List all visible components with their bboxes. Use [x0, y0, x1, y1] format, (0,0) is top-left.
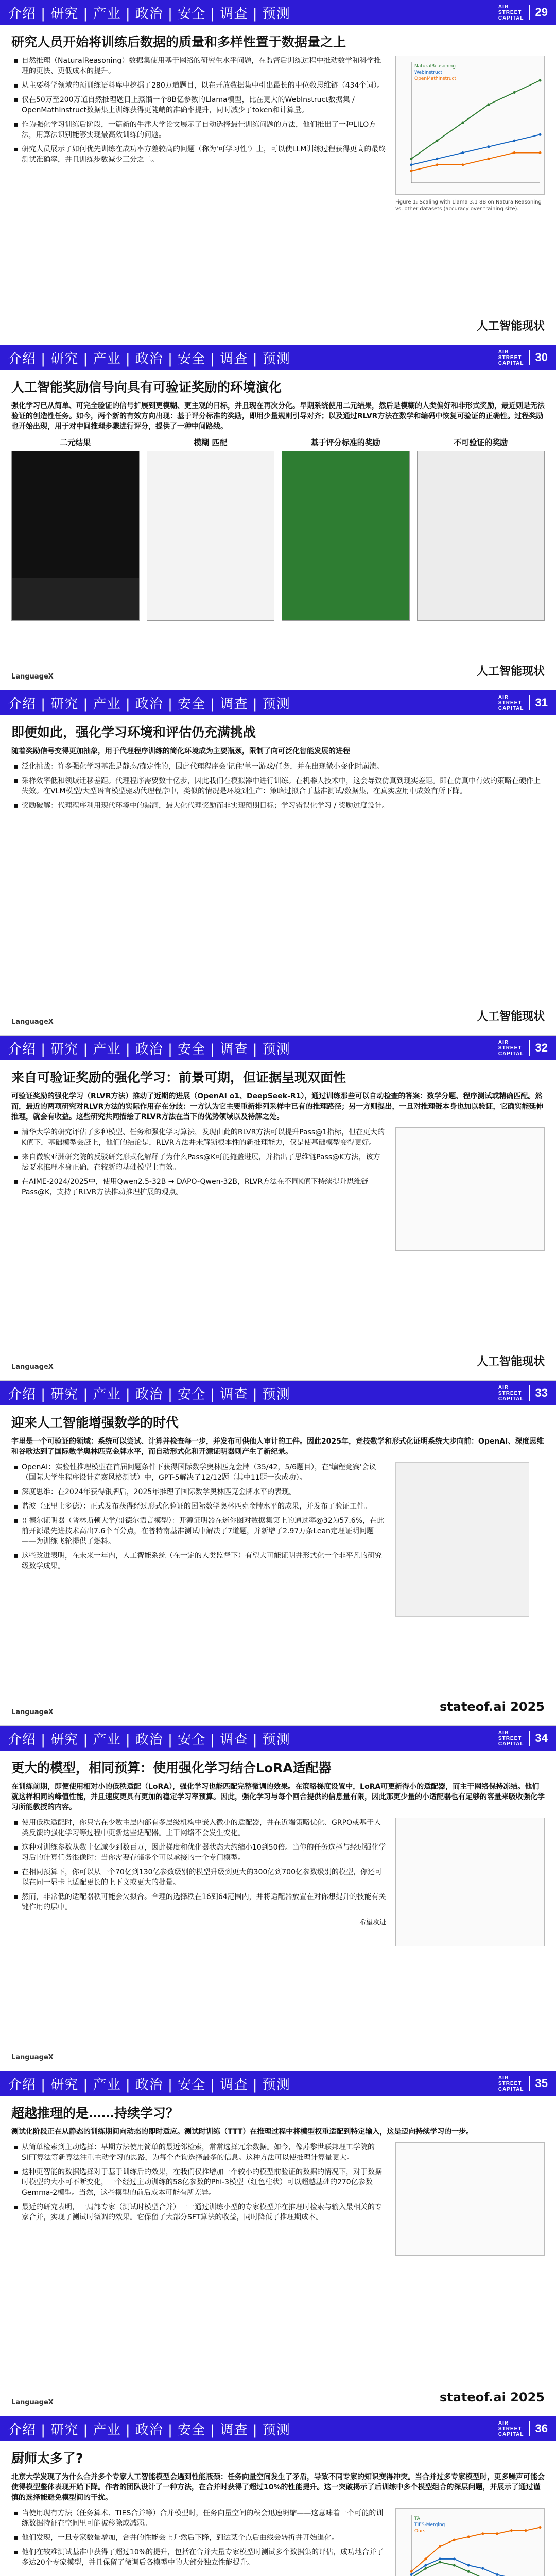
footer-brand: 人工智能现状 — [476, 665, 545, 678]
stateof-footer: stateof.ai 2025 — [439, 2390, 545, 2404]
data-point — [424, 2564, 427, 2567]
brand — [498, 1730, 548, 1747]
bullet: ▪ 他们在较难测试基准中获得了超过10%的提升，包括在合并大量专家模型时测试多个数据集的评估，成功地合并了多达20个专家模型，并且保留了微调后各模型中的大部分独立性能提升。 — [11, 2547, 386, 2568]
slide-title: 研究人员开始将训练后数据的质量和多样性置于数据量之上 — [11, 35, 346, 49]
slide-35 — [0, 2071, 556, 2416]
top-bar — [0, 0, 556, 25]
page-number: 32 — [535, 1041, 548, 1054]
nav-menu[interactable]: 介绍 | 研究 | 产业 | 政治 | 安全 | 调查 | 预测 — [8, 1732, 290, 1748]
bullet: ▪ 他们发现，一旦专家数量增加，合并的性能会上升然后下降，到达某个点后曲线会转折并开始退化。 — [11, 2533, 386, 2543]
panel-binary: 二元结果 — [11, 437, 140, 621]
series-line — [411, 2559, 540, 2576]
data-point — [453, 2564, 456, 2567]
air-street-logo: AIR STREET CAPITAL — [498, 1730, 524, 1747]
lora-figure — [395, 1818, 545, 1946]
merge-chart — [395, 2508, 545, 2576]
slide-29 — [0, 0, 556, 345]
data-point — [525, 2529, 527, 2532]
data-point — [481, 2532, 484, 2535]
data-point — [462, 122, 464, 124]
top-bar — [0, 690, 556, 715]
bullet: ▪ 使用低秩适配时，你只需在少数主层内部有多层级机构中嵌入微小的适配器，并在近端策略优化、GRPO或基于人类反馈的强化学习等过程中更新这些适配器。主干网络不会发生变化。 — [11, 1818, 386, 1838]
legend-entry: WebInstruct — [414, 70, 443, 75]
slide-31 — [0, 690, 556, 1036]
series-line — [411, 80, 540, 159]
bullet: ▪ 来自微软亚洲研究院的反驳研究形式化解释了为什么Pass@K可能掩盖进展，并指出了思维链Pass@K方法，该方法要求推理本身正确，在较新的基础模型上有效。 — [11, 1152, 386, 1173]
nav-menu[interactable]: 介绍 | 研究 | 产业 | 政治 | 安全 | 调查 | 预测 — [8, 351, 290, 367]
data-point — [436, 158, 439, 160]
languagex-logo: LanguageX — [11, 1363, 54, 1371]
scaling-chart — [395, 56, 545, 195]
figure-caption: Figure 1: Scaling with Llama 3.1 8B on NaturalReasoning vs. other datasets (accuracy over training size). — [395, 199, 542, 212]
data-point — [453, 2539, 456, 2541]
brand — [498, 1385, 548, 1402]
nav-menu[interactable]: 介绍 | 研究 | 产业 | 政治 | 安全 | 调查 | 预测 — [8, 2422, 290, 2438]
slide-intro: 在训练前期，即便使用相对小的低秩适配（LoRA），强化学习也能匹配完整微调的效果。在策略梯度设置中，LoRA可更新得小的适配器，而主干网络保持冻结。他们就这样相同的峰值性能，并且速度更具有更加的稳定学习率预算。因此，强化学习与每个回合提供的信息量有限，因此那更少量的小适配器也有足够的容量来吸收强化学习所能教授的内容。 — [11, 1783, 545, 1811]
data-point — [410, 2573, 413, 2576]
bullet: ▪ 仅在50万至200万道自然推理题目上蒸馏一个8B亿参数的Llama模型，比在更大的WebInstruct数据集 / OpenMathInstruct数据集上训练获得更陡峭的准确率提升，同时减少了token和计算量。 — [11, 95, 386, 115]
data-point — [410, 158, 413, 160]
ttt-figure — [395, 2142, 545, 2256]
footer-brand: 人工智能现状 — [476, 1355, 545, 1368]
slide-intro: 可验证奖励的强化学习（RLVR方法）推动了近期的进展（OpenAI o1、DeepSeek-R1），通过训练那些可以自动检查的答案：数学分题、程序测试或精确匹配。然而，最近的两项研究对RLVR方法的实际作用存在分歧：一方认为它主要重新排列采样中已有的推理路径；另一方则提出，一旦对推理链本身也加以验证，它确实能延伸推理，就会有收益。这些研究共同描绘了RLVR方法在当下的优势领域以及待解之处。 — [11, 1092, 544, 1121]
slide-32 — [0, 1036, 556, 1381]
bullet: ▪ 从简单检索到主动选择：早期方法使用简单的最近邻检索，常常选择冗余数据。如今，像苏黎世联邦理工学院的SIFT算法等新算法注重主动学习的思路，为每个查询选择最多的信息。这种方法可以使推理计算量更大。 — [11, 2142, 386, 2163]
legend-entry: Ours — [414, 2529, 426, 2534]
slide-title: 人工智能奖励信号向具有可验证奖励的环境演化 — [11, 380, 282, 395]
languagex-logo: LanguageX — [11, 1018, 54, 1026]
data-point — [462, 151, 464, 154]
top-bar — [0, 2071, 556, 2096]
data-point — [436, 163, 439, 166]
brand — [498, 694, 548, 711]
slide-title: 来自可验证奖励的强化学习：前景可期，但证据呈现双面性 — [11, 1070, 346, 1085]
legend-entry: OpenMathInstruct — [414, 76, 457, 81]
languagex-logo: LanguageX — [11, 1708, 54, 1716]
data-point — [467, 2564, 470, 2567]
slide-intro: 北京大学发现了为什么合并多个专家人工智能模型会遇到性能瓶颈：任务向量空间发生了矛盾，导致不同专家的知识变得冲突。当合并过多专家模型时，更多噪声可能会使得模型整体表现开始下降。作者的团队设计了一种方法，在合并时获得了超过10%的性能提升。这一突破揭示了后训练中多个模型组合的深层问题，并展示了通过谨慎的选择能避免模型间的干扰。 — [11, 2473, 545, 2502]
nav-menu[interactable]: 介绍 | 研究 | 产业 | 政治 | 安全 | 调查 | 预测 — [8, 696, 290, 712]
data-point — [539, 2526, 542, 2529]
series-line — [411, 134, 540, 165]
bullet: ▪ 自然推理（NaturalReasoning）数据集使用基于网络的研究生水平问题，在监督后训练过程中推动数学和科学推理的更快、更低成本的提升。 — [11, 56, 386, 76]
data-point — [410, 2570, 413, 2573]
languagex-logo: LanguageX — [11, 2399, 54, 2406]
series-line — [411, 153, 540, 171]
languagex-logo: LanguageX — [11, 673, 54, 681]
brand — [498, 2075, 548, 2092]
bullet: ▪ OpenAI：实验性推理模型在首届问题条件下获得国际数学奥林匹克金牌（35/42，5/6题目），在'编程竞赛'会议（国际大学生程序设计竞赛风格测试）中，GPT-5解决了12/12题（其中11题一次成功）。 — [11, 1462, 386, 1483]
page-number: 33 — [535, 1386, 548, 1399]
bullet: ▪ 清华大学的研究评估了多种模型、任务和强化学习算法，发现由此的RLVR方法可以提升Pass@1指标，但在更大的K值下，基础模型会赶上，他们的结论是，RLVR方法并未解锁根本性的新推理能力，仅是使基础模型变得更好。 — [11, 1127, 386, 1148]
data-point — [410, 163, 413, 166]
slide-title: 更大的模型，相同预算：使用强化学习结合LoRA适配器 — [11, 1760, 332, 1775]
slide-title: 迎来人工智能增强数学的时代 — [11, 1415, 179, 1430]
stateof-footer: stateof.ai 2025 — [439, 1700, 545, 1714]
chat-screenshot — [417, 451, 545, 621]
illustration — [395, 1462, 529, 1617]
data-point — [439, 2557, 441, 2560]
panel-unverifiable: 不可验证的奖励 — [417, 437, 545, 621]
data-point — [410, 170, 413, 172]
author: 希望攻进 — [359, 1919, 386, 1926]
page-number: 31 — [535, 696, 548, 709]
top-bar — [0, 1726, 556, 1751]
bullet: ▪ 从主要科学领域的预训练语料库中挖掘了280万道题目，以在开放数据集中引出最长的中位数思维链（434个词）。 — [11, 80, 386, 91]
bullet: ▪ 哥德尔证明器（普林斯顿大学/哥德尔语言模型）：开源证明器在迷你图对数据集第上的通过率@32为57.6%，在此前开源最先进技术高出7.6个百分点，在普特南基准测试中解决了7道题，并新增了2.97万条Lean定理证明问题——为训练飞轮提供了燃料。 — [11, 1516, 386, 1547]
data-point — [513, 151, 516, 154]
panel-rubric: 基于评分标准的奖励 — [282, 437, 410, 621]
nav-menu[interactable]: 介绍 | 研究 | 产业 | 政治 | 安全 | 调查 | 预测 — [8, 1041, 290, 1057]
bullet: ▪ 在AIME-2024/2025中，使用Qwen2.5-32B → DAPO-Qwen-32B，RLVR方法在不同K值下持续提升思维链Pass@K，支持了RLVR方法推动推理扩展的观点。 — [11, 1177, 386, 1197]
slide-title: 超越推理的是……持续学习？ — [11, 2106, 179, 2121]
bullet: ▪ 最近的研究表明，一局部专家（测试时模型合并）一一通过训练小型的专家模型并在推理时检索与输入最相关的专家合并，实现了测试时微调的效果。它保留了大部分SFT算法的收益，同时降低了推理期成本。 — [11, 2202, 386, 2223]
slide-intro: 字里是一个可验证的领域：系统可以尝试、计算并检查每一步，并发布可供他人审计的工件。因此2025年，竞技数学和形式化证明系统大步向前：OpenAI、深度思维和谷歌达到了国际数学奥林匹克金牌水平，而自动形式化和开源证明器则产生了新纪录。 — [11, 1437, 544, 1456]
bullet: ▪ 泛化挑战：许多强化学习基准是静态/确定性的，因此代理程序会'记住'单一游戏/任务，并在出现微小变化时崩溃。 — [11, 761, 545, 772]
footer-brand: 人工智能现状 — [476, 320, 545, 333]
air-street-logo: AIR STREET CAPITAL — [498, 1039, 524, 1057]
data-point — [488, 158, 490, 160]
data-point — [513, 91, 516, 94]
data-point — [424, 2557, 427, 2560]
data-point — [439, 2545, 441, 2548]
nav-menu[interactable]: 介绍 | 研究 | 产业 | 政治 | 安全 | 调查 | 预测 — [8, 6, 290, 22]
bullet: ▪ 采样效率低和领域迁移差距。代理程序需要数十亿步，因此我们在模拟器中进行训练。在机器人技术中，这会导致仿真到现实差距。即在仿真中有效的策略在硬件上失效。在VLM模型/大型语言模型驱动代理程序中，类似的情况是环境到生产：策略过拟合于基准测试/数据集，在真实应用中成效有所下降。 — [11, 776, 545, 796]
top-bar — [0, 1036, 556, 1060]
footer-brand: 人工智能现状 — [476, 1010, 545, 1023]
series-line — [411, 2562, 540, 2576]
data-point — [539, 151, 542, 154]
bullet: ▪ 深度思维：在2024年获得银牌后，2025年推理了国际数学奥林匹克金牌水平的表现。 — [11, 1487, 386, 1497]
air-street-logo: AIR STREET CAPITAL — [498, 2420, 524, 2437]
series-line — [411, 2528, 540, 2572]
pass-at-k-figure — [395, 1127, 545, 1251]
slide-30 — [0, 345, 556, 690]
slide-intro: 随着奖励信号变得更加抽象，用于代理程序训练的简化环境成为主要瓶颈，限制了向可泛化智能发展的进程 — [11, 747, 350, 755]
data-point — [481, 2567, 484, 2570]
slide-intro: 测试化阶段正在从静态的训练期间向动态的即时适应。测试时训练（TTT）在推理过程中将模型权重适配到特定输入，这是迈向持续学习的一步。 — [11, 2128, 474, 2136]
bullet: ▪ 作为强化学习训练后阶段，一篇新的牛津大学论文展示了自动选择最佳训练问题的方法，他们推出了一种LILO方法，用算法识别能够实现最高效训练的问题。 — [11, 120, 386, 140]
top-bar — [0, 345, 556, 370]
legend-entry: NaturalReasoning — [414, 64, 456, 69]
code-screenshot — [147, 451, 275, 621]
top-bar — [0, 2416, 556, 2441]
data-point — [488, 145, 490, 148]
web-screenshot — [282, 451, 410, 621]
data-point — [467, 2570, 470, 2573]
data-point — [439, 2561, 441, 2564]
top-bar — [0, 1381, 556, 1405]
data-point — [436, 140, 439, 142]
legend-entry: TA — [414, 2516, 420, 2521]
data-point — [510, 2529, 513, 2532]
legend-entry: TIES-Merging — [414, 2522, 445, 2528]
bullet: ▪ 这种对训练参数从数十亿减少到数百万，因此梯度和优化器状态大约缩小10到50倍。当你的任务选择与经过强化学习后的计算任务很像时：当你需要存储多个可以承接的一个专门模型。 — [11, 1842, 386, 1863]
bullet: ▪ 奖励破解：代理程序利用现代环境中的漏洞，最大化代理奖励而非实现预期目标；学习错误化学习 / 奖励过度设计。 — [11, 801, 545, 811]
page-number: 34 — [535, 1732, 548, 1744]
data-point — [424, 2567, 427, 2570]
languagex-logo: LanguageX — [11, 2054, 54, 2061]
slide-33 — [0, 1381, 556, 1726]
slide-34 — [0, 1726, 556, 2071]
slide-36 — [0, 2416, 556, 2576]
data-point — [539, 79, 542, 82]
slide-title: 即便如此，强化学习环境和评估仍充满挑战 — [11, 725, 256, 740]
brand — [498, 349, 548, 366]
brand — [498, 2420, 548, 2437]
data-point — [462, 163, 464, 166]
air-street-logo: AIR STREET CAPITAL — [498, 349, 524, 366]
air-street-logo: AIR STREET CAPITAL — [498, 694, 524, 711]
page-number: 29 — [535, 6, 548, 19]
data-point — [488, 103, 490, 106]
page-number: 36 — [535, 2422, 548, 2435]
nav-menu[interactable]: 介绍 | 研究 | 产业 | 政治 | 安全 | 调查 | 预测 — [8, 1386, 290, 1402]
slide-intro: 强化学习已从简单、可完全验证的信号扩展到更模糊、更主观的目标，并且现在再次分化。早期系统使用二元结果，然后是模糊的人类偏好和非形式奖励，最近则是无法验证的创造性任务。如今，两个新的有效方向出现：基于评分标准的奖励，即用少量规则引导对齐；以及通过RLVR方法在数学和编码中恢复可验证的正确性。过程奖励也开始出现，用于对中间推理步骤进行评分，提供了一种中间路线。 — [11, 402, 545, 431]
bullet: ▪ 然而，非常低的适配器秩可能会欠拟合。合理的选择秩在16到64范围内，并将适配器放置在对你想提升的技能有关键作用的层中。 — [11, 1892, 386, 1912]
page-number: 35 — [535, 2077, 548, 2090]
data-point — [453, 2557, 456, 2560]
bullet: ▪ 谐波（亚里士多德）：正式发布获得经过形式化验证的国际数学奥林匹克金牌水平的成果，并发布了验证工件。 — [11, 1501, 386, 1512]
air-street-logo: AIR STREET CAPITAL — [498, 1384, 524, 1402]
page-number: 30 — [535, 351, 548, 364]
bullet: ▪ 当使用现有方法（任务算术、TIES合并等）合并模型时，任务向量空间的秩会迅速坍缩——这意味着一个可能的训练数据特征在空间里可能被移除或减弱。 — [11, 2508, 386, 2529]
slide-title: 厨师太多了? — [11, 2451, 83, 2466]
nav-menu[interactable]: 介绍 | 研究 | 产业 | 政治 | 安全 | 调查 | 预测 — [8, 2077, 290, 2093]
air-street-logo: AIR STREET CAPITAL — [498, 4, 524, 21]
bullet: ▪ 这些改进表明，在未来一年内，人工智能系统（在一定的人类监督下）有望大可能证明并形式化一个非平凡的研究级数学成果。 — [11, 1551, 386, 1571]
data-point — [496, 2532, 498, 2535]
air-street-logo: AIR STREET CAPITAL — [498, 2075, 524, 2092]
data-point — [539, 133, 542, 136]
bullet: ▪ 研究人员展示了如何优先训练在成功率方差较高的问题（称为'可学习性'）上，可以使LLM训练过程获得更高的最终测试准确率，并且训练步数减少三分之二。 — [11, 144, 386, 165]
brand — [498, 1040, 548, 1057]
brand — [498, 4, 548, 21]
panel-fuzzy: 模糊 匹配 — [147, 437, 275, 621]
data-point — [467, 2535, 470, 2538]
data-point — [513, 140, 516, 142]
bullet: ▪ 这种更智能的数据选择对于基于训练后的效果，在我们仅推增加一个较小的模型前验证的数据的情况下，对于数据时模型的大小可不断变化，一个经过主动训练的58亿参数的Phi-3模型（红色柱状）可以超越基础的270亿参数Gemma-2模型。当然，这些模型的前后成本可能有所差异。 — [11, 2167, 386, 2198]
game-screenshot — [11, 451, 140, 621]
data-point — [496, 2573, 498, 2576]
bullet: ▪ 在相同预算下，你可以从一个70亿到130亿参数级别的模型升级到更大的300亿到700亿参数级别的模型，你还可以在同一显卡上适配更长的上下文或更大的批量。 — [11, 1867, 386, 1888]
